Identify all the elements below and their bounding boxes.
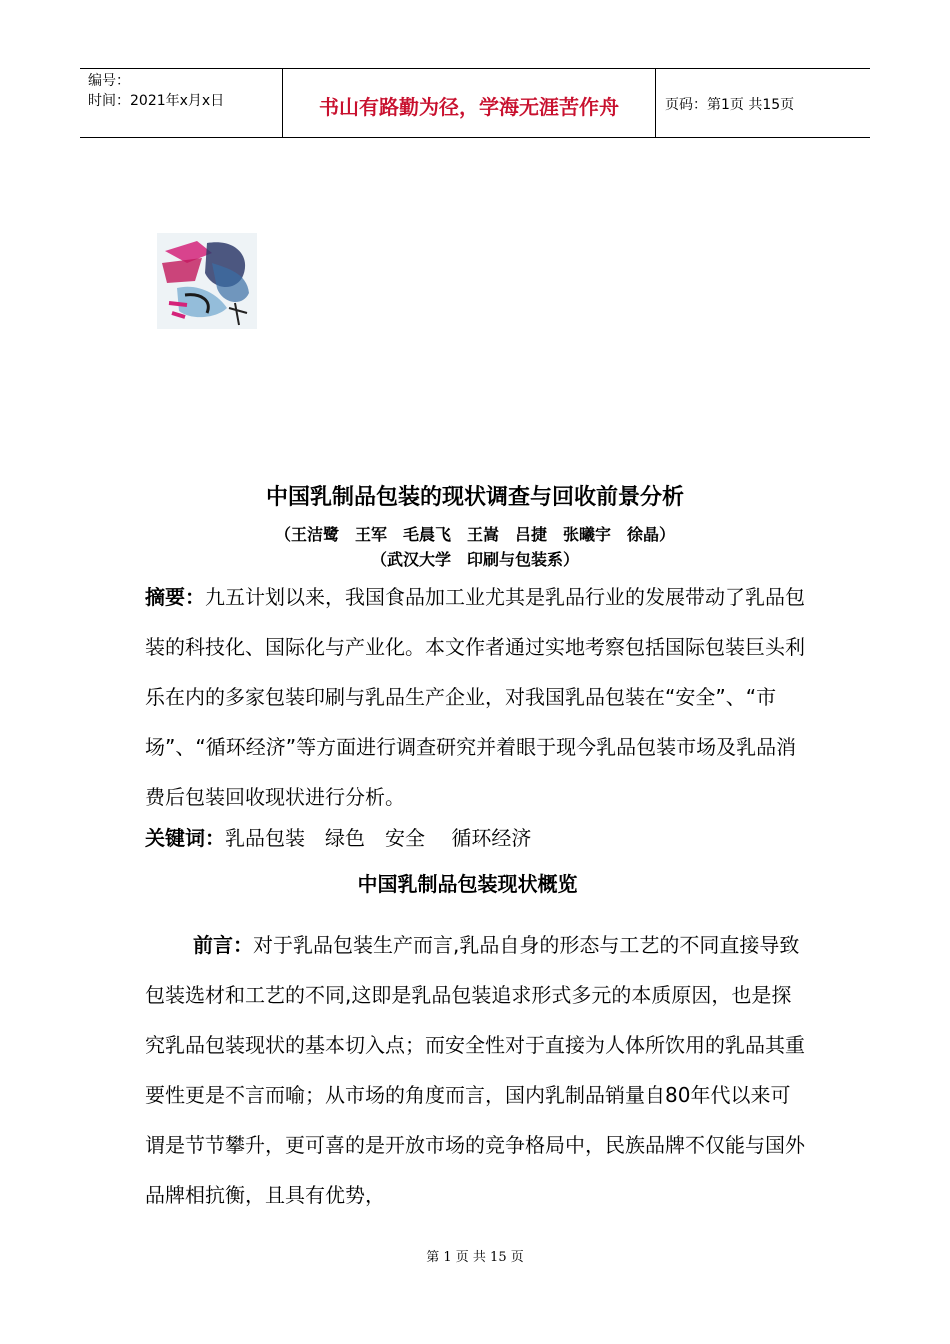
document-header (80, 68, 870, 138)
preface-text: 对于乳品包装生产而言,乳品自身的形态与工艺的不同直接导致包装选材和工艺的不同,这即是乳品包装追求形式多元的本质原因，也是探究乳品包装现状的基本切入点；而安全性对于直接为人体所饮用的乳品其重要性更是不言而喻；从市场的角度而言，国内乳制品销量自80年代以来可谓是节节攀升，更可喜的是开放市场的竞争格局中，民族品牌不仅能与国外品牌相抗衡，且具有优势， (145, 933, 805, 1207)
keywords-label: 关键词： (145, 826, 225, 850)
header-meta (88, 71, 280, 111)
article-title: 中国乳制品包装的现状调查与回收前景分析 (265, 485, 684, 510)
header-divider (655, 69, 656, 137)
keywords-line (145, 822, 531, 851)
number-label: 编号： (88, 73, 130, 89)
header-page-info: 页码：第1页 共15页 (665, 97, 795, 113)
abstract-text: 九五计划以来，我国食品加工业尤其是乳品行业的发展带动了乳品包装的科技化、国际化与产业化。本文作者通过实地考察包括国际包装巨头利乐在内的多家包装印刷与乳品生产企业，对我国乳品包装在“安全”、“市场”、“循环经济”等方面进行调查研究并着眼于现今乳品包装市场及乳品消费后包装回收现状进行分析。 (145, 585, 805, 809)
abstract-label: 摘要： (145, 585, 205, 609)
article-affiliation: （武汉大学 印刷与包装系） (370, 550, 579, 569)
calligraphy-logo-icon (157, 233, 257, 329)
section-title: 中国乳制品包装现状概览 (357, 872, 578, 896)
preface-paragraph (145, 920, 810, 1220)
preface-label: 前言： (193, 933, 253, 957)
abstract-paragraph (145, 572, 810, 822)
keywords-text: 乳品包装 绿色 安全 循环经济 (225, 826, 532, 850)
header-motto: 书山有路勤为径，学海无涯苦作舟 (319, 95, 619, 119)
page-footer: 第 1 页 共 15 页 (426, 1250, 524, 1265)
article-authors: （王洁鹭 王军 毛晨飞 王嵩 吕捷 张曦宇 徐晶） (274, 525, 675, 544)
time-label: 时间：2021年x月x日 (88, 93, 225, 109)
